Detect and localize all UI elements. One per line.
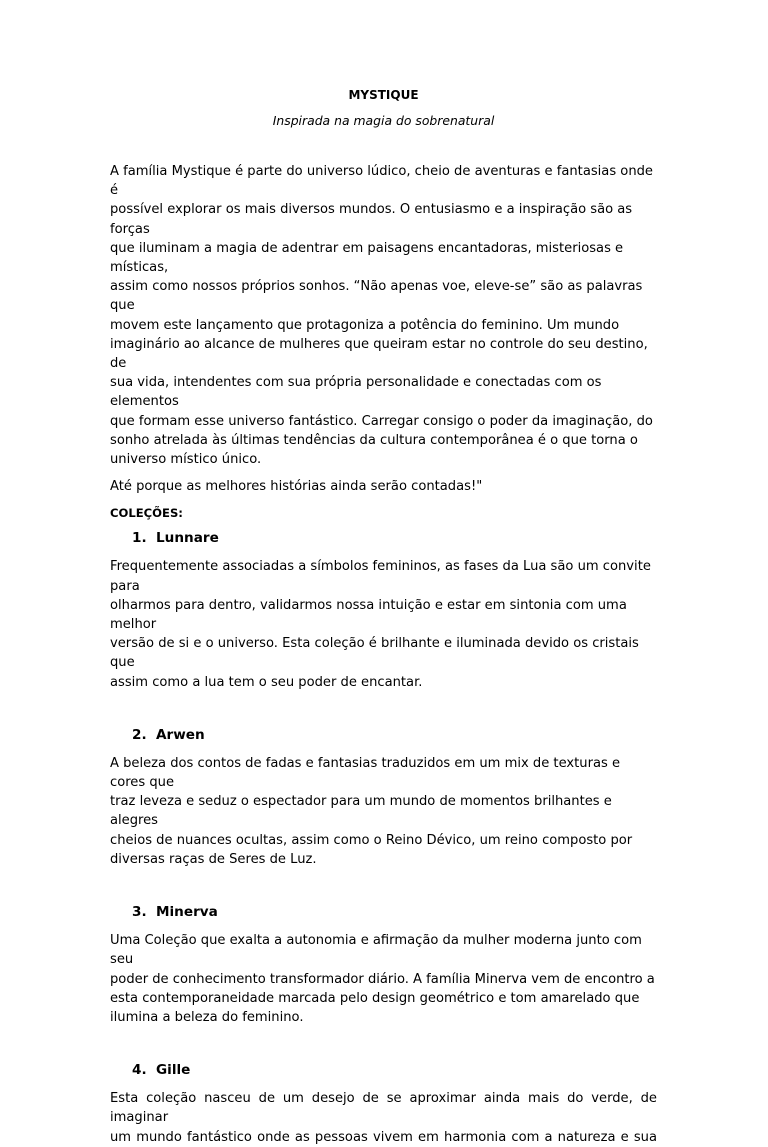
intro-line: que formam esse universo fantástico. Carregar consigo o poder da imaginação, do	[110, 413, 653, 429]
collection-description-lunnare	[110, 557, 657, 691]
description-line: traz leveza e seduz o espectador para um mundo de momentos brilhantes e alegres	[110, 794, 612, 829]
intro-line: sua vida, intendentes com sua própria personalidade e conectadas com os elementos	[110, 375, 602, 410]
collection-name: Lunnare	[156, 530, 219, 547]
intro-line: assim como nossos próprios sonhos. “Não apenas voe, eleve-se” são as palavras que	[110, 279, 643, 314]
document-page	[110, 86, 657, 1147]
collection-name: Minerva	[156, 904, 218, 921]
description-line: Esta coleção nasceu de um desejo de se aproximar ainda mais do verde, de imaginar	[110, 1091, 657, 1126]
closing-paragraph: Até porque as melhores histórias ainda serão contadas!"	[110, 479, 483, 495]
intro-line: sonho atrelada às últimas tendências da cultura contemporânea é o que torna o	[110, 432, 638, 448]
description-line: esta contemporaneidade marcada pelo design geométrico e tom amarelado que	[110, 990, 640, 1006]
collection-heading-arwen	[110, 725, 657, 745]
collection-description-minerva	[110, 931, 657, 1027]
description-line: Frequentemente associadas a símbolos femininos, as fases da Lua são um convite para	[110, 559, 651, 594]
collection-name: Arwen	[156, 726, 205, 743]
description-line: cheios de nuances ocultas, assim como o Reino Dévico, um reino composto por	[110, 832, 633, 848]
description-line: olharmos para dentro, validarmos nossa intuição e estar em sintonia com uma melhor	[110, 597, 627, 633]
description-line: ilumina a beleza do feminino.	[110, 1009, 304, 1025]
description-line: Uma Coleção que exalta a autonomia e afirmação da mulher moderna junto com seu	[110, 933, 642, 968]
description-line: poder de conhecimento transformador diário. A família Minerva vem de encontro a	[110, 971, 655, 987]
collection-number: 4.	[132, 1062, 147, 1079]
collection-heading-minerva	[110, 902, 657, 922]
intro-line: universo místico único.	[110, 452, 262, 468]
intro-line: imaginário ao alcance de mulheres que queiram estar no controle do seu destino, de	[110, 336, 648, 372]
intro-line: que iluminam a magia de adentrar em paisagens encantadoras, misteriosas e místicas,	[110, 240, 624, 276]
description-line: assim como a lua tem o seu poder de encantar.	[110, 674, 423, 690]
collection-description-gille	[110, 1089, 657, 1147]
intro-line: A família Mystique é parte do universo lúdico, cheio de aventuras e fantasias onde é	[110, 164, 653, 199]
description-line: versão de si e o universo. Esta coleção é brilhante e iluminada devido os cristais que	[110, 636, 639, 671]
intro-line: movem este lançamento que protagoniza a potência do feminino. Um mundo	[110, 317, 620, 333]
collection-description-arwen	[110, 754, 657, 869]
intro-paragraph	[110, 162, 657, 469]
document-title: MYSTIQUE	[348, 88, 419, 102]
collection-number: 1.	[132, 530, 147, 547]
collection-name: Gille	[156, 1062, 191, 1079]
description-line: A beleza dos contos de fadas e fantasias traduzidos em um mix de texturas e cores que	[110, 755, 621, 791]
description-line: um mundo fantástico onde as pessoas vivem em harmonia com a natureza e sua	[110, 1129, 657, 1145]
collections-label: COLEÇÕES:	[110, 506, 183, 521]
document-subtitle: Inspirada na magia do sobrenatural	[272, 113, 495, 128]
collection-heading-lunnare	[110, 528, 657, 548]
collection-heading-gille	[110, 1060, 657, 1080]
intro-line: possível explorar os mais diversos mundos. O entusiasmo e a inspiração são as forças	[110, 202, 633, 237]
collection-number: 2.	[132, 726, 147, 743]
description-line: diversas raças de Seres de Luz.	[110, 851, 317, 867]
collection-number: 3.	[132, 904, 147, 921]
